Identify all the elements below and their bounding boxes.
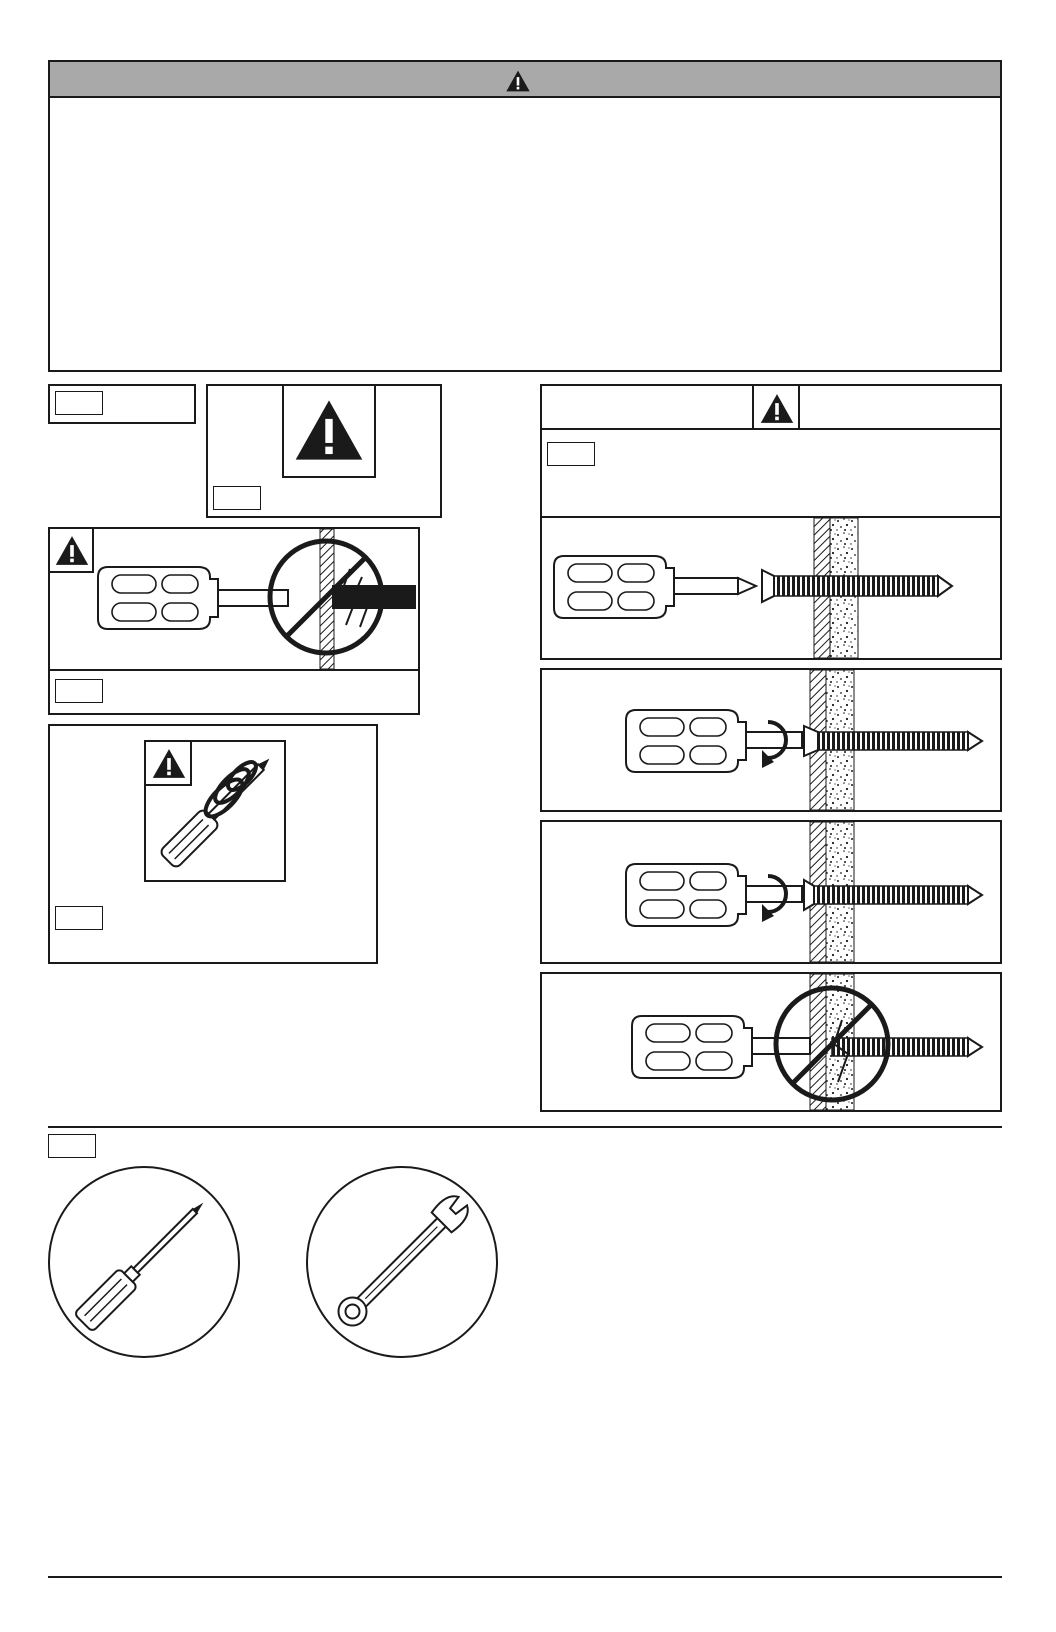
footer-rule: [48, 1576, 1002, 1578]
caution-icon-frame: [282, 384, 376, 478]
right-warning-header: [540, 384, 1002, 430]
warning-triangle-icon: [759, 392, 795, 425]
power-driver-illustration-frame: [144, 740, 286, 882]
step-tighten-screw: [540, 820, 1002, 964]
overtighten-label: [55, 679, 103, 703]
right-warning-icon-frame: [752, 384, 800, 430]
warning-box-body: [48, 96, 1002, 372]
warning-triangle-icon: [505, 69, 531, 93]
warning-triangle-icon: [292, 396, 366, 464]
step-insert-screw: [540, 516, 1002, 660]
warning-box-header: [48, 60, 1002, 98]
tools-divider: [48, 1126, 1002, 1128]
tools-label: [48, 1134, 96, 1158]
right-warning-body: [540, 428, 1002, 518]
note-label: [55, 391, 103, 415]
wrench-icon: [308, 1168, 496, 1356]
tighten-screw-illustration: [542, 822, 1000, 962]
power-driver-label: [55, 906, 103, 930]
caution-panel: [206, 384, 442, 518]
power-driver-illustration: [150, 746, 282, 878]
step-do-not-overtighten: [540, 972, 1002, 1112]
tool-screwdriver: [48, 1166, 240, 1358]
screwdriver-icon: [50, 1168, 238, 1356]
tool-wrench: [306, 1166, 498, 1358]
overtighten-icon-frame: [48, 527, 94, 573]
turn-screwdriver-illustration: [542, 670, 1000, 810]
step-turn-screwdriver: [540, 668, 1002, 812]
right-warning-label: [547, 442, 595, 466]
power-driver-panel: [48, 724, 378, 964]
overtighten-illustration: [94, 529, 418, 669]
overtighten-divider: [50, 669, 418, 671]
do-not-overtighten-illustration: [542, 974, 1000, 1110]
caution-label: [213, 486, 261, 510]
insert-screw-illustration: [542, 518, 1000, 658]
overtighten-panel: [48, 527, 420, 715]
note-label-panel: [48, 384, 196, 424]
warning-triangle-icon: [54, 534, 90, 567]
